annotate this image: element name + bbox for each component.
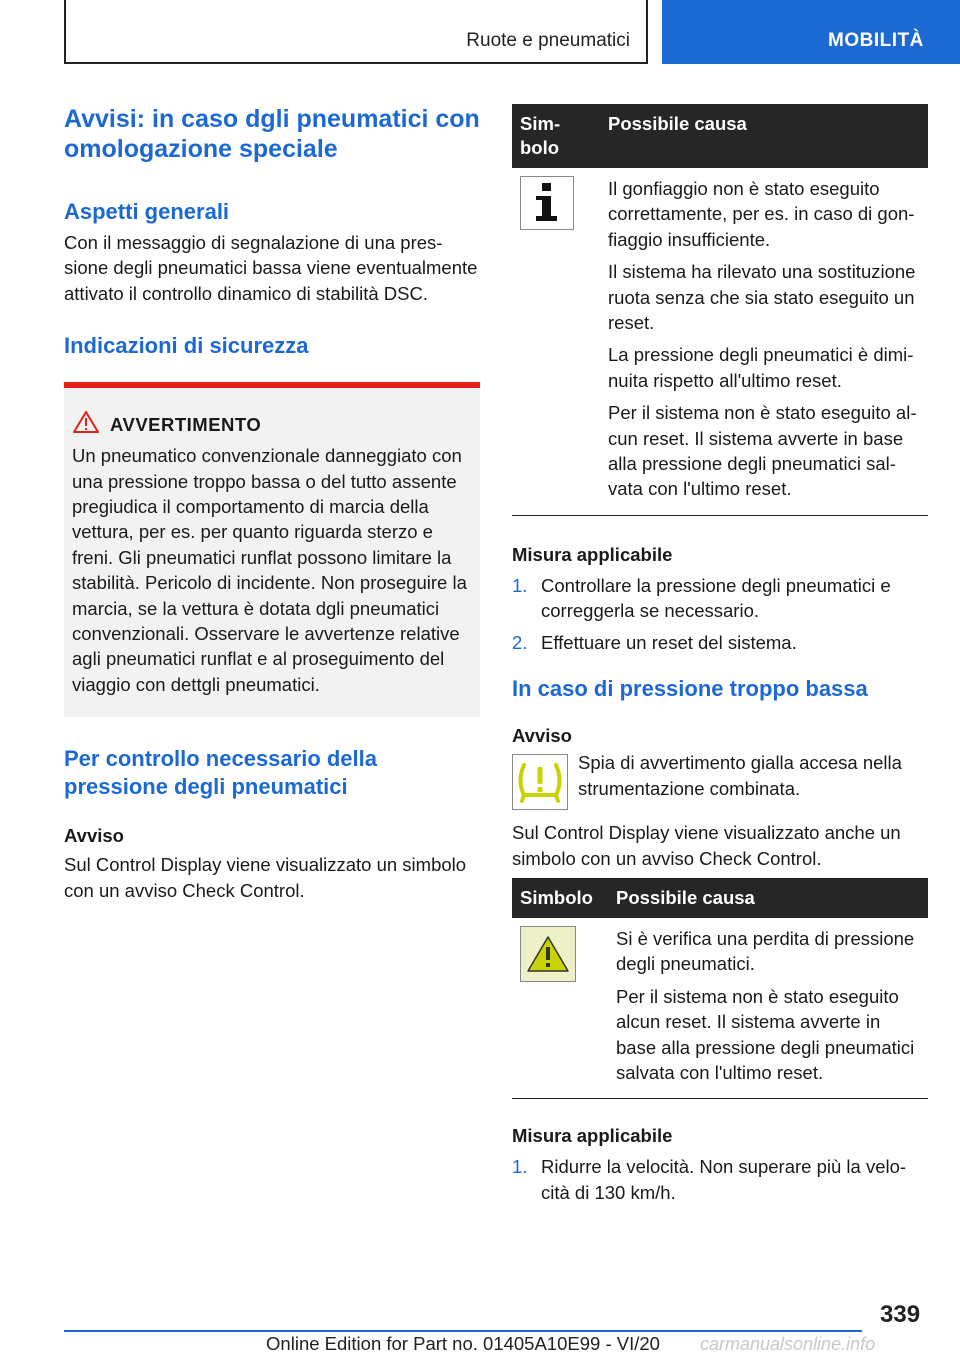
warning-title: AVVERTIMENTO [110, 413, 262, 435]
measure-label: Misura applicabile [512, 543, 673, 565]
tire-pressure-warning-lamp-icon [512, 754, 568, 810]
notice-label: Avviso [64, 825, 124, 847]
table-row [512, 918, 928, 1099]
right-column [512, 104, 928, 1211]
symbol-table-warning [512, 878, 928, 1099]
display-text: Sul Control Display viene visualizzato anche un simbolo con un avviso Check Control. [512, 822, 901, 869]
cause-text: Si è verifica una perdita di pressione degli pneumatici. [616, 927, 915, 975]
table-header-row [512, 878, 928, 918]
measure-steps [512, 1154, 928, 1205]
symbol-table-info [512, 104, 928, 516]
cause-cell [608, 918, 928, 1099]
step-number: 2. [512, 631, 528, 653]
header-section-box [64, 0, 648, 64]
watermark: carmanualsonline.info [700, 1334, 876, 1354]
page-number: 339 [880, 1301, 921, 1328]
col-cause-header: Possibile causa [600, 104, 928, 168]
cause-text: Per il sistema non è stato eseguito alcun reset. Il sistema avverte in base alla pressione degli pneumatici salvata con l'ultimo reset. [616, 985, 915, 1083]
cause-cell [600, 168, 928, 515]
cause-text: Il gonfiaggio non è stato eseguito correttamente, per es. in caso di gonfiaggio insufficiente. [608, 178, 915, 250]
table-header-row [512, 104, 928, 168]
lamp-text: Spia di avvertimento gialla accesa nella strumentazione combinata. [578, 752, 902, 799]
list-item [512, 573, 928, 624]
step-number: 1. [512, 574, 528, 596]
header-section-title: Ruote e pneumatici [466, 30, 630, 51]
cause-text: Per il sistema non è stato eseguito alcun reset. Il sistema avverte in base alla pressione degli pneumatici salvata con l'ultimo reset. [608, 402, 917, 500]
lamp-row [512, 750, 928, 810]
step-text: Effettuare un reset del sistema. [541, 631, 797, 653]
col-cause-header: Possibile causa [608, 878, 928, 918]
warning-box [64, 382, 480, 717]
list-item [512, 630, 928, 655]
step-text: Controllare la pressione degli pneumatici e correggerla se necessario. [541, 574, 891, 622]
warning-title-row [72, 410, 472, 439]
general-text: Con il messaggio di segnalazione di una pressione degli pneumatici bassa viene eventualmente attivato il controllo dinamico di stabilità DSC. [64, 232, 478, 304]
header-chapter-tab[interactable] [662, 0, 960, 64]
col-symbol-header: Simbolo [512, 104, 600, 168]
measure-steps [512, 573, 928, 655]
symbol-cell [512, 168, 600, 515]
safety-heading: Indicazioni di sicurezza [64, 333, 309, 359]
header-chapter-title: MOBILITÀ [828, 30, 924, 51]
left-column [64, 104, 480, 903]
cause-text: Il sistema ha rilevato una sostituzione ruota senza che sia stato eseguito un reset. [608, 261, 916, 334]
footer-edition: Online Edition for Part no. 01405A10E99 - VI/20 [266, 1333, 660, 1354]
yellow-warning-triangle-icon [520, 926, 576, 982]
measure-label: Misura applicabile [512, 1125, 673, 1147]
general-heading: Aspetti generali [64, 199, 230, 224]
table-row [512, 168, 928, 515]
notice-text: Sul Control Display viene visualizzato un simbolo con un avviso Check Control. [64, 854, 467, 901]
footer-divider [64, 1330, 862, 1332]
check-heading: Per controllo necessario della pressione degli pneumatici [64, 746, 378, 800]
low-pressure-heading: In caso di pressione troppo bassa [512, 676, 868, 702]
page-title: Avvisi: in caso dgli pneumatici con omologazione speciale [64, 105, 480, 163]
step-text: Ridurre la velocità. Non superare più la velocità di 130 km/h. [541, 1156, 907, 1203]
col-symbol-header: Simbolo [512, 878, 608, 918]
list-item [512, 1154, 928, 1205]
symbol-cell [512, 918, 608, 1099]
step-number: 1. [512, 1156, 528, 1178]
warning-triangle-icon [72, 410, 100, 439]
info-icon [520, 176, 574, 230]
cause-text: La pressione degli pneumatici è diminuita rispetto all'ultimo reset. [608, 344, 914, 391]
warning-text: Un pneumatico convenzionale danneggiato con una pressione troppo bassa o del tutto assente pregiudica il comportamento di marcia della vettura, per es. per quanto riguarda sterzo e freni. Gli pneumatici runflat possono limitare la stabilità. Pericolo di incidente. Non proseguire la marcia, se la vettura è dotata dgli pneumatici convenzionali. Osservare le avvertenze relative agli pneumatici runflat e al proseguimento del viaggio con dettgli pneumatici. [72, 445, 467, 695]
notice-label: Avviso [512, 725, 572, 747]
